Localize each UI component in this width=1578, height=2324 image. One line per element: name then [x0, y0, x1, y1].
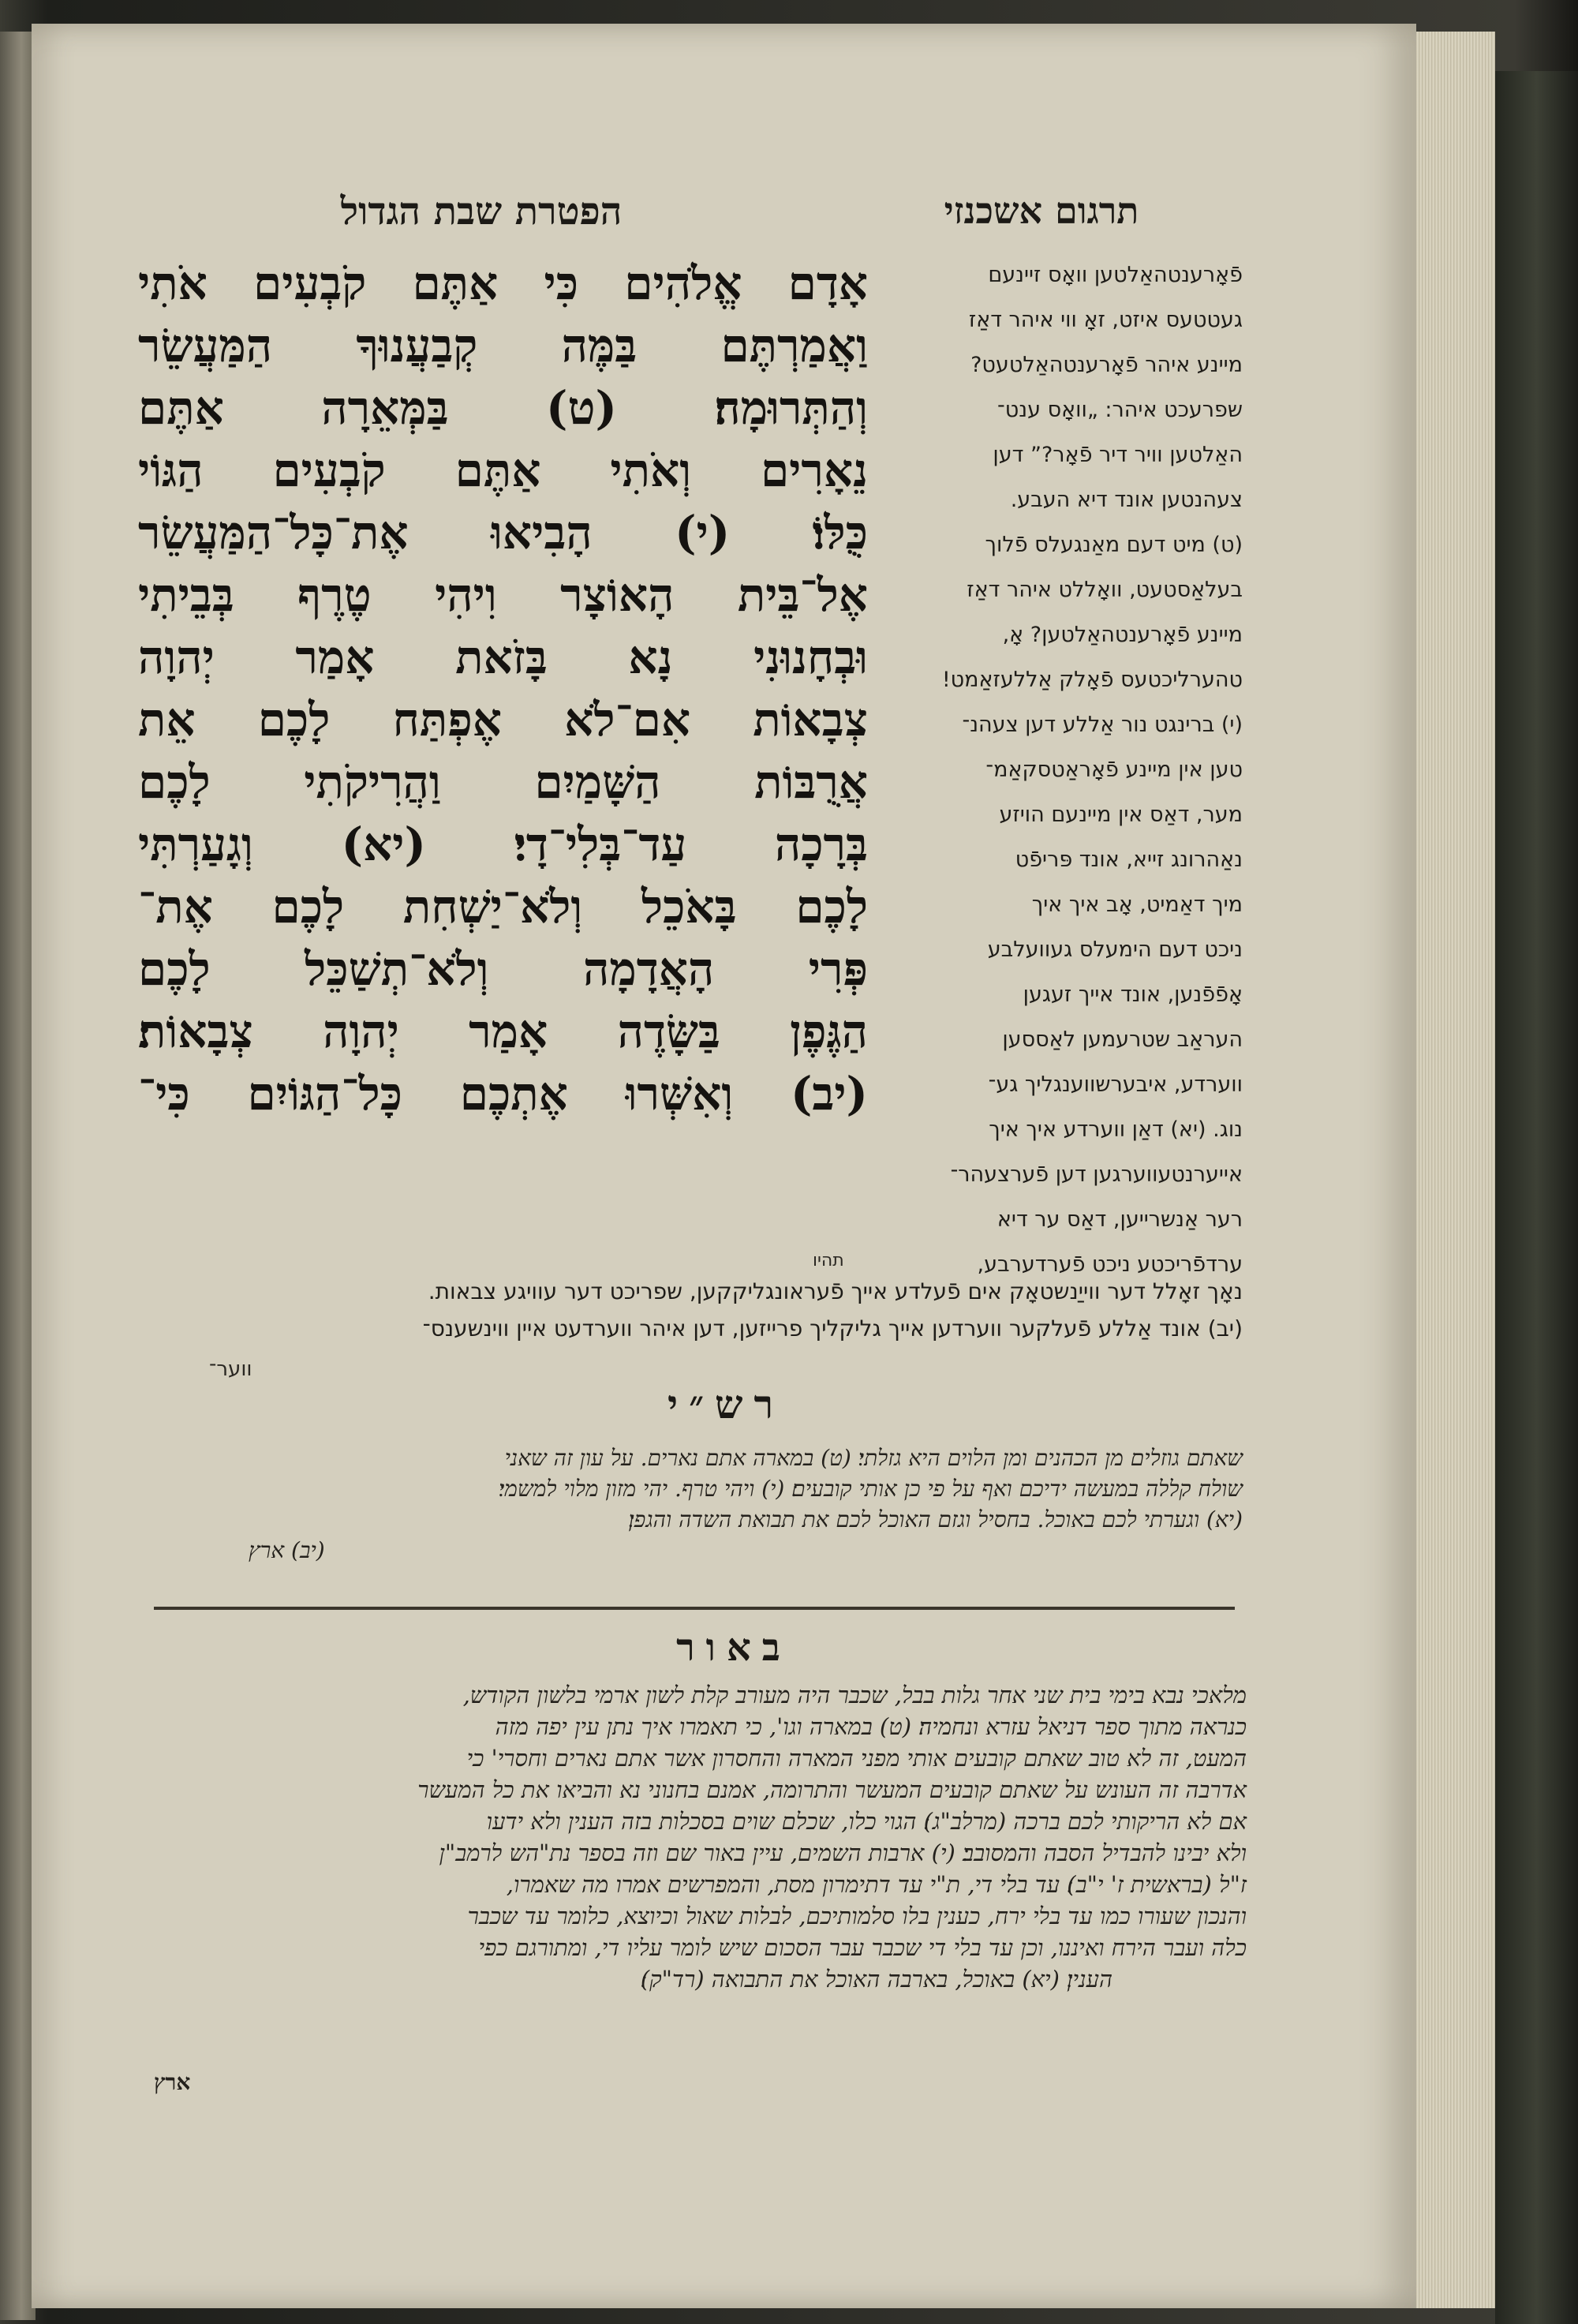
section-divider	[154, 1607, 1235, 1610]
catchword-translation: ווער־	[209, 1357, 252, 1381]
translation-line: צעהנטען אונד דיא העבע.	[1010, 488, 1243, 512]
translation-line: רער אַנשרייען, דאַס ער דיא	[997, 1207, 1243, 1232]
translation-line: ניכט דעם הימעלס געוועלבע	[987, 937, 1243, 962]
beur-line: ולא יבינו להבדיל הסבה והמסובב׃ (י) ארבות השמים, עיין באור שם וזה בספר נת"הש לרמב"ן	[439, 1839, 1247, 1866]
translation-line: נוג. (יא) דאַן ווערדע איך איך	[989, 1117, 1243, 1142]
main-text-line: לָכֶם בָּאֹכֵל וְלֹא־יַשְׁחִת לָכֶם אֶת־	[138, 880, 868, 934]
translation-line: מיך דאַמיט, אָב איך איך	[1031, 893, 1243, 917]
main-text-line: כֻּלּוֹ׃ (י) הָבִיאוּ אֶת־כָּל־הַמַּעֲשֵׂר	[138, 506, 868, 559]
translation-continuation-line: (יב) אונד אַללע פֿעלקער ווערדען אייך גליקליך פרייזען, דען איהר ווערדעט איין ווינשענס־	[422, 1315, 1243, 1342]
translation-line: פֿאָרענטהאַלטען וואָס זיינעם	[988, 263, 1243, 287]
beur-line: ז"ל (בראשית ז' י"ב)׃ עד בלי די, ת"י עד דתימרון מסת, והמפרשים אמרו מה שאמרו,	[506, 1871, 1247, 1898]
beur-line: כנראה מתוך ספר דניאל עזרא ונחמיה׃ (ט) במארה וגו', כי תאמרו איך נתן עין יפה מזה	[495, 1713, 1247, 1740]
rashi-commentary	[146, 1443, 1243, 1566]
rashi-line: שולח קללה במעשה ידיכם ואף על פי כן אותי קובעים׃ (י) ויהי טרף. יהי מזון מלוי למשמי׃	[498, 1476, 1243, 1502]
translation-line: ווערדע, איבערשווענגליך גע־	[988, 1072, 1243, 1097]
translation-line: האַלטען וויר דיר פֿאָר?” דען	[993, 443, 1243, 467]
page-stack-edge	[1416, 32, 1495, 2308]
main-text-line: אָדָם אֱלֹהִים כִּי אַתֶּם קֹבְעִים אֹתִי	[138, 256, 868, 310]
beur-line: אם לא הריקותי לכם ברכה (מרלב"ג)׃ הגוי כלו, שכלם שוים בסכלות בזה הענין ולא ידעו	[486, 1808, 1247, 1835]
hebrew-main-text	[138, 253, 868, 1267]
translation-line: מער, דאַס אין מיינעם הויזע	[999, 803, 1243, 827]
haftarah-header: הפטרת שבת הגדול	[340, 189, 623, 234]
main-text-line: צְבָאוֹת אִם־לֹא אֶפְתַּח לָכֶם אֵת	[138, 693, 868, 747]
translation-line: געטטעס איזט, זאָ ווי איהר דאַז	[968, 308, 1243, 332]
main-text-line: וַאֲמַרְתֶּם בַּמֶּה קְבַעֲנוּךָ הַמַּעֲשֵׂר	[138, 319, 868, 372]
translation-line: אייערנטעווערגען דען פֿערצעהר־	[950, 1162, 1243, 1187]
translation-line: ערדפֿריכטע ניכט פֿערדערבע,	[977, 1252, 1243, 1277]
translation-line: שפרעכט איהר: „וואָס ענט־	[997, 398, 1243, 422]
translation-line: טען אין מיינע פֿאָראַטסקאַמ־	[985, 758, 1243, 782]
main-text-line: בְּרָכָה עַד־בְּלִי־דָי׃ (יא) וְגָעַרְתִּי	[138, 818, 868, 871]
beur-line: המעט, זה לא טוב שאתם קובעים אותי מפני המארה והחסרון אשר אתם נארים וחסרי' כי	[466, 1745, 1247, 1772]
beur-heading: באור	[676, 1626, 791, 1670]
translation-header: תרגום אשכנזי	[944, 189, 1139, 232]
translation-line: מיינע איהר פֿאָרענטהאַלטעט?	[970, 353, 1243, 377]
rashi-heading: רש״י	[667, 1381, 785, 1428]
beur-line: אדרבה זה העונש על שאתם קובעים המעשר והתרומה, אמנם בחנוני נא והביאו את כל המעשר	[417, 1776, 1247, 1803]
translation-line: אָפֿפֿנען, אונד אייך זעגען	[1023, 982, 1243, 1007]
beur-line: מלאכי נבא בימי בית שני אחר גלות בבל, שכבר היה מעורב קלת לשון ארמי בלשון הקודש,	[462, 1682, 1247, 1708]
translation-continuation-line: נאָך זאָלל דער ווייַנשטאָק אים פֿעלדע אייך פֿעראונגליקקען, שפריכט דער עוויגע צבאות.	[428, 1278, 1243, 1304]
beur-line: והנכון שעורו כמו עד בלי ירח, כענין בלו סלמותיכם, לבלות שאול וכיוצא, כלומר עד שכבר	[467, 1903, 1247, 1929]
book-cover-edge	[1495, 71, 1578, 2324]
main-text-line: אֲרֻבּוֹת הַשָּׁמַיִם וַהֲרִיקֹתִי לָכֶם	[138, 755, 868, 809]
yiddish-translation-column	[852, 253, 1243, 1277]
translation-line: (י) ברינגט נור אַללע דען צעהנ־	[962, 713, 1243, 737]
beur-line: הענין׃ (יא) באוכל, בארבה האוכל את התבואה (רד"ק)׃	[640, 1966, 1112, 1993]
main-text-line: וּבְחָנוּנִי נָא בָּזֹאת אָמַר יְהוָה	[138, 631, 868, 684]
rashi-line: שאתם גוזלים מן הכהנים ומן הלוים היא גזלתי׃ (ט) במארה אתם נארים. על עון זה שאני	[504, 1445, 1243, 1471]
translation-line: (ט) מיט דעם מאַנגעלס פֿלוך	[985, 533, 1243, 557]
main-text-line: נֵאָרִים וְאֹתִי אַתֶּם קֹבְעִים הַגּוֹי	[138, 443, 868, 497]
beur-line: כלה ועבר הירח ואיננו, וכן עד בלי די שכבר עבר הסכום שיש לומר עליו די, ומתורגם כפי	[478, 1934, 1247, 1961]
rashi-line: (יא) וגערתי לכם באוכל. בחסיל וגזם האוכל לכם את תבואת השדה והגפן׃	[628, 1506, 1243, 1532]
translation-line: מיינע פֿאָרענטהאַלטען? אָ,	[1002, 623, 1243, 647]
main-text-line: (יב) וְאִשְּׁרוּ אֶתְכֶם כָּל־הַגּוֹיִם כִּי־	[138, 1067, 868, 1121]
catchword-main-text: תהיו	[813, 1251, 844, 1271]
main-text-line: פְּרִי הָאֲדָמָה וְלֹא־תְשַׁכֵּל לָכֶם	[138, 942, 868, 996]
catchword-page-bottom: ארץ	[154, 2069, 191, 2095]
translation-line: העראַב שטרעמען לאַססען	[1002, 1027, 1243, 1052]
rashi-line: (יב) ארץ	[249, 1537, 325, 1563]
main-text-line: הַגֶּפֶן בַּשָּׂדֶה אָמַר יְהוָה צְבָאוֹת׃	[138, 1005, 868, 1058]
facing-page-edge	[0, 32, 36, 2320]
translation-line: טהערליכטעס פֿאָלק אַללעזאַמט!	[941, 668, 1243, 692]
main-text-line: וְהַתְּרוּמָה׃ (ט) בַּמְּאֵרָה אַתֶּם	[138, 381, 868, 435]
main-text-line: אֶל־בֵּית הָאוֹצָר וִיהִי טֶרֶף בְּבֵיתִי	[138, 568, 868, 622]
translation-line: בעלאַסטעט, וואָללט איהר דאַז	[967, 578, 1243, 602]
beur-commentary	[142, 1679, 1247, 1995]
translation-line: נאַהרונג זייא, אונד פּריפֿט	[1015, 848, 1243, 872]
